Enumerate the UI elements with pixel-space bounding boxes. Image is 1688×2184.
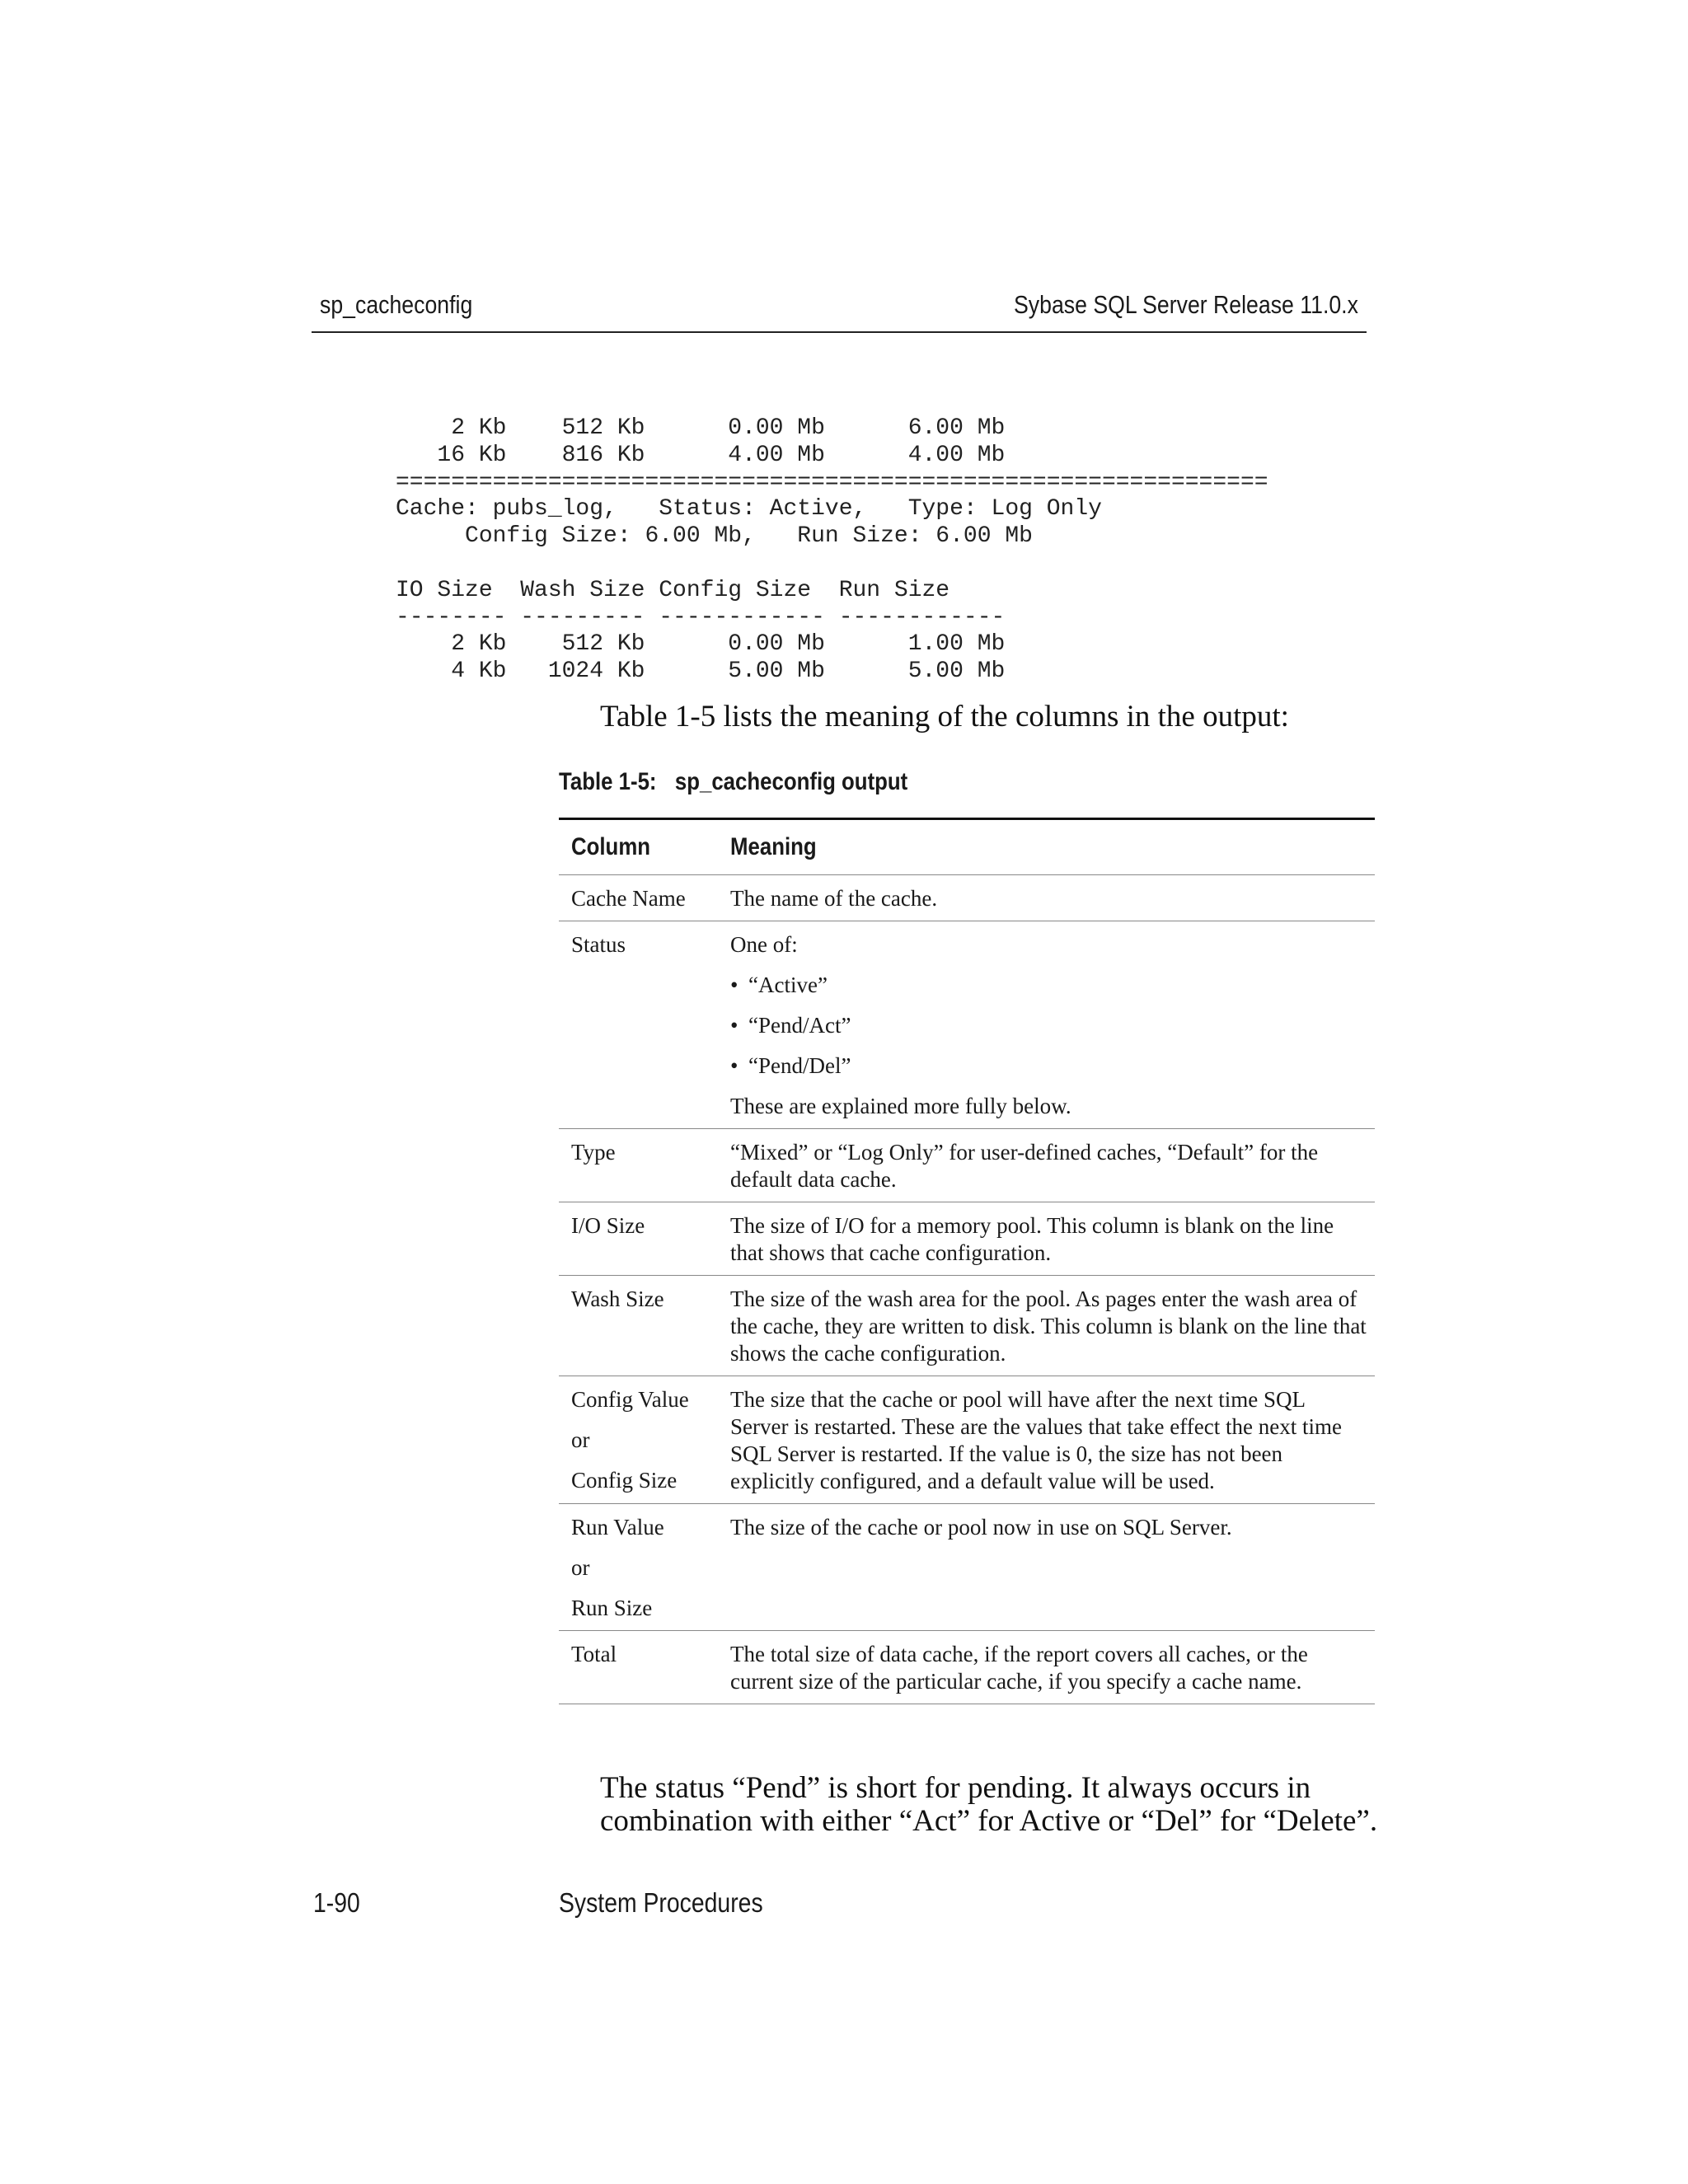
code-line: 4 Kb 1024 Kb 5.00 Mb 5.00 Mb	[396, 658, 1006, 685]
table-caption	[559, 768, 907, 796]
row-column-name: Status	[559, 921, 718, 1129]
row-column-name: Run Value or Run Size	[559, 1504, 718, 1631]
table-caption-number: Table 1-5:	[559, 768, 657, 795]
code-line: IO Size Wash Size Config Size Run Size	[396, 577, 950, 603]
intro-paragraph: Table 1-5 lists the meaning of the columns in the output:	[600, 700, 1289, 733]
meaning-tail: These are explained more fully below.	[730, 1094, 1071, 1118]
row-meaning: The size of I/O for a memory pool. This column is blank on the line that shows that cache configuration.	[718, 1202, 1375, 1276]
code-separator-line: -------- --------- ------------ ------------	[396, 604, 1006, 630]
footer-book-title: System Procedures	[559, 1887, 763, 1918]
table-header-meaning: Meaning	[718, 819, 1375, 875]
row-column-name: Total	[559, 1631, 718, 1704]
table-row	[559, 875, 1375, 921]
row-meaning: The size of the cache or pool now in use on SQL Server.	[718, 1504, 1375, 1631]
bullet-item: • “Pend/Del”	[730, 1052, 1368, 1080]
row-column-name: Cache Name	[559, 875, 718, 921]
table-caption-title: sp_cacheconfig output	[674, 768, 908, 795]
row-column-name: I/O Size	[559, 1202, 718, 1276]
header-section-name: sp_cacheconfig	[320, 290, 473, 319]
closing-paragraph: The status “Pend” is short for pending. It always occurs in combination with either “Act” for Active or “Del” for “Delete”.	[600, 1771, 1378, 1838]
code-line: Config Size: 6.00 Mb, Run Size: 6.00 Mb	[396, 523, 1033, 550]
code-line: 2 Kb 512 Kb 0.00 Mb 6.00 Mb	[396, 415, 1006, 441]
table-row	[559, 1504, 1375, 1631]
bullet-item: • “Active”	[730, 972, 1368, 999]
code-output-block	[396, 415, 1268, 686]
code-line: 2 Kb 512 Kb 0.00 Mb 1.00 Mb	[396, 631, 1006, 658]
column-meaning-table	[559, 818, 1375, 1704]
table-row	[559, 1376, 1375, 1504]
table-row	[559, 1276, 1375, 1376]
code-separator-line: ===============================================================	[396, 469, 1268, 495]
row-meaning: The total size of data cache, if the report covers all caches, or the current size of the particular cache, if you specify a cache name.	[718, 1631, 1375, 1704]
running-header	[312, 288, 1367, 333]
footer-page-number: 1-90	[313, 1887, 360, 1918]
row-meaning	[718, 921, 1375, 1129]
row-meaning: The name of the cache.	[718, 875, 1375, 921]
table-row	[559, 1129, 1375, 1202]
row-column-name: Config Value or Config Size	[559, 1376, 718, 1504]
row-meaning: “Mixed” or “Log Only” for user-defined caches, “Default” for the default data cache.	[718, 1129, 1375, 1202]
row-meaning: The size that the cache or pool will have after the next time SQL Server is restarted. These are the values that take effect the next time SQL Server is restarted. If the value is 0, the size has not been explicitly configured, and a default value will be used.	[718, 1376, 1375, 1504]
table-row	[559, 1202, 1375, 1276]
row-column-name: Wash Size	[559, 1276, 718, 1376]
code-line: Cache: pubs_log, Status: Active, Type: Log Only	[396, 496, 1102, 523]
code-line: 16 Kb 816 Kb 4.00 Mb 4.00 Mb	[396, 442, 1006, 468]
table-header-column: Column	[559, 819, 718, 875]
table-header-row	[559, 819, 1375, 875]
table-row	[559, 1631, 1375, 1704]
bullet-item: • “Pend/Act”	[730, 1012, 1368, 1039]
table-row	[559, 921, 1375, 1129]
row-column-name: Type	[559, 1129, 718, 1202]
header-product-release: Sybase SQL Server Release 11.0.x	[1014, 290, 1358, 319]
meaning-lead: One of:	[730, 932, 798, 957]
row-meaning: The size of the wash area for the pool. As pages enter the wash area of the cache, they are written to disk. This column is blank on the line that shows the cache configuration.	[718, 1276, 1375, 1376]
